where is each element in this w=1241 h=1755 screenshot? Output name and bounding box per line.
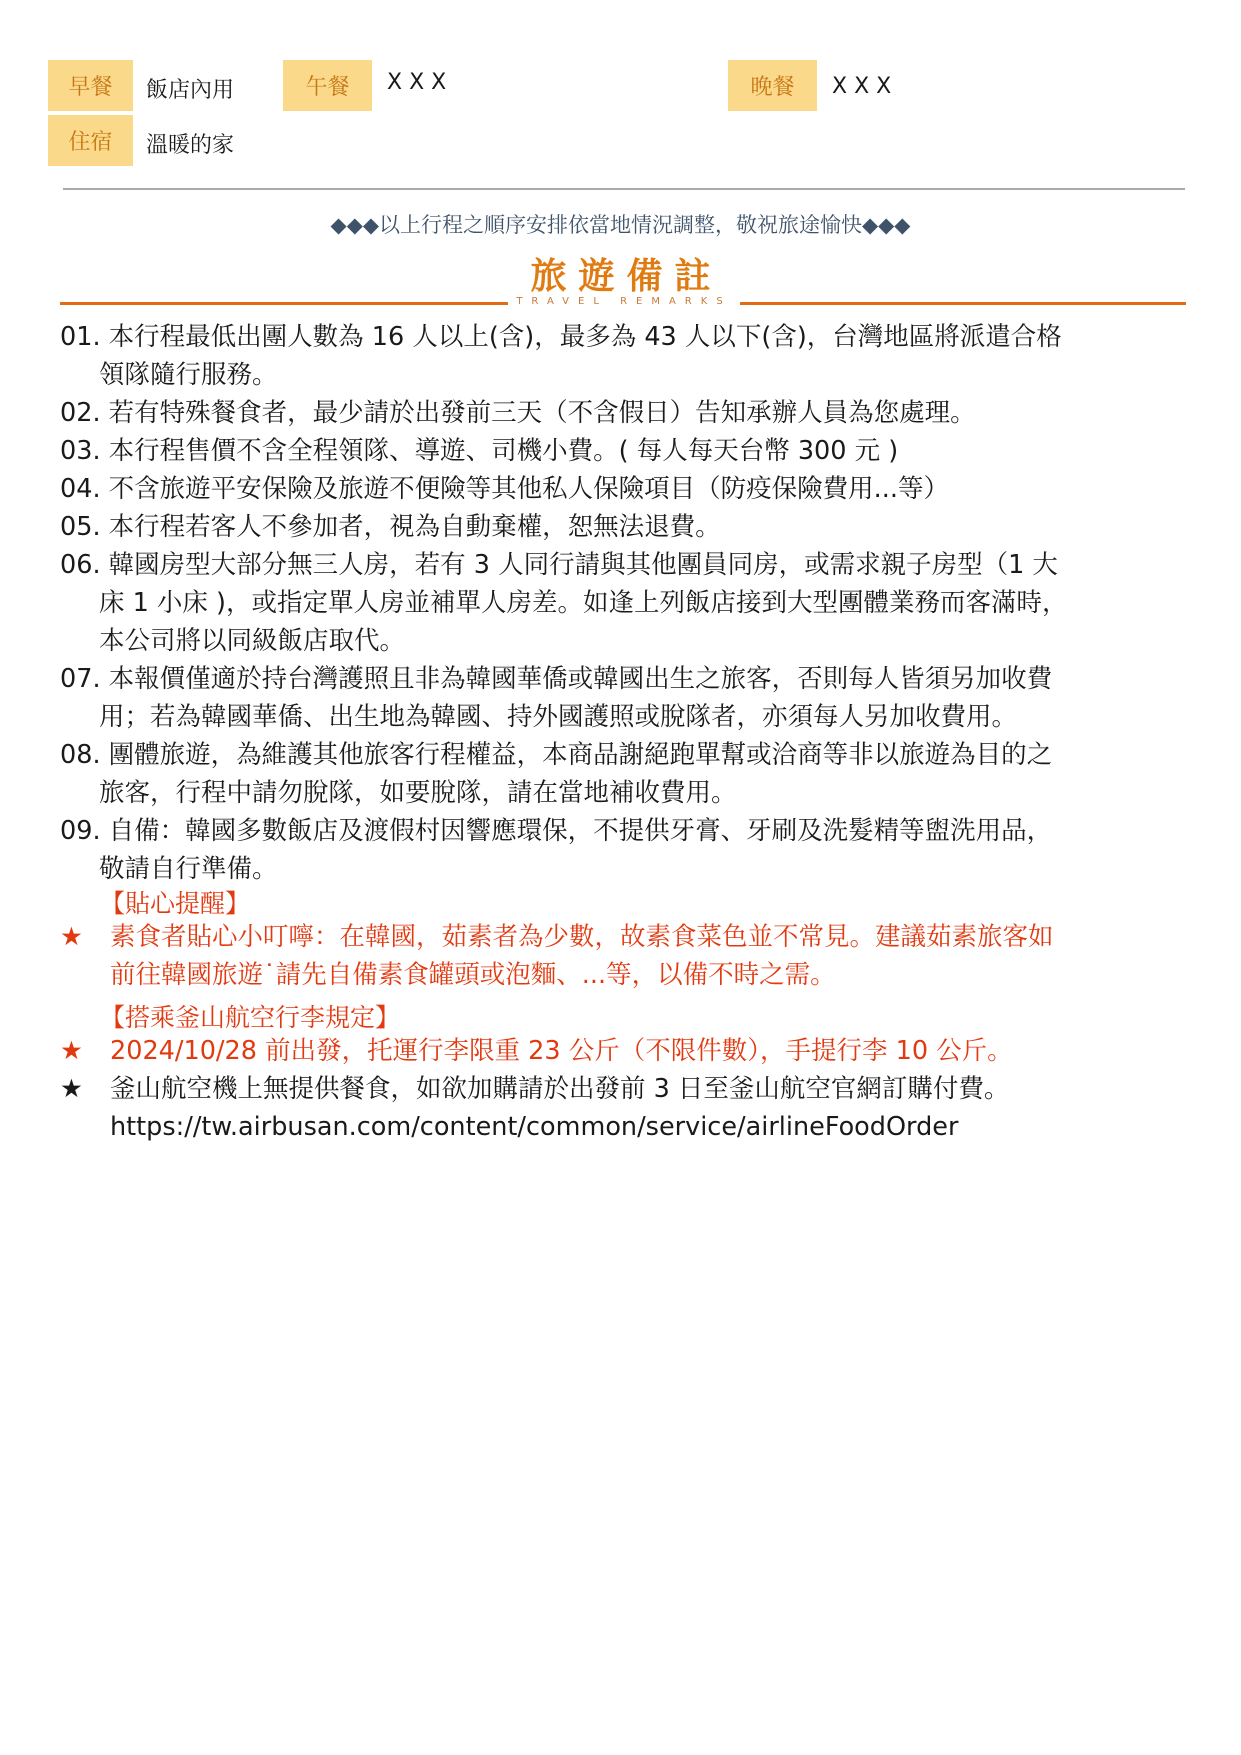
- inflight-food-line: 釜山航空機上無提供餐食，如欲加購請於出發前 3 日至釜山航空官網訂購付費。: [110, 1074, 1010, 1104]
- remark-item: [60, 812, 1190, 888]
- lunch-value: X X X: [387, 70, 447, 95]
- remark-number: 08.: [60, 740, 101, 770]
- remark-text-cont: 床 1 小床 )，或指定單人房並補單人房差。如逢上列飯店接到大型團體業務而客滿時，: [99, 588, 1068, 618]
- remark-text: 不含旅遊平安保險及旅遊不便險等其他私人保險項目（防疫保險費用...等）: [100, 474, 949, 504]
- remark-text-cont: 敬請自行準備。: [99, 854, 278, 884]
- star-icon: ★: [60, 1036, 83, 1066]
- baggage-rule: [60, 1032, 1190, 1070]
- breakfast-value: 飯店內用: [146, 78, 235, 103]
- vegetarian-tip-line: 素食者貼心小叮嚀：在韓國，茹素者為少數，故素食菜色並不常見。建議茹素旅客如: [110, 922, 1054, 952]
- remark-item: [60, 318, 1190, 394]
- remark-text-cont: 用；若為韓國華僑、出生地為韓國、持外國護照或脫隊者，亦須每人另加收費用。: [99, 702, 1018, 732]
- remark-item: [60, 546, 1190, 660]
- section-subtitle: TRAVEL REMARKS: [516, 296, 732, 307]
- remark-item: [60, 736, 1190, 812]
- remark-number: 06.: [60, 550, 101, 580]
- lodging-label: 住宿: [48, 115, 133, 166]
- remarks-list: [60, 318, 1190, 888]
- remark-text: 團體旅遊，為維護其他旅客行程權益，本商品謝絕跑單幫或洽商等非以旅遊為目的之: [100, 740, 1053, 770]
- vegetarian-tip: [60, 918, 1190, 994]
- breakfast-label: 早餐: [48, 60, 133, 111]
- inflight-food-note: [60, 1070, 1190, 1146]
- remark-text: 本行程若客人不參加者，視為自動棄權，恕無法退費。: [100, 512, 721, 542]
- section-rule-right: [740, 302, 1186, 305]
- remark-item: [60, 470, 1190, 508]
- remark-text: 本報價僅適於持台灣護照且非為韓國華僑或韓國出生之旅客，否則每人皆須另加收費: [100, 664, 1053, 694]
- dinner-value: X X X: [832, 74, 892, 99]
- lunch-label: 午餐: [283, 60, 372, 111]
- care-reminder-heading: 【貼心提醒】: [100, 889, 251, 918]
- lodging-value: 溫暖的家: [146, 133, 235, 158]
- remark-item: [60, 432, 1190, 470]
- remark-number: 01.: [60, 322, 101, 352]
- remark-text: 自備：韓國多數飯店及渡假村因響應環保，不提供牙膏、牙刷及洗髮精等盥洗用品，: [100, 816, 1053, 846]
- header-divider: [63, 188, 1185, 190]
- section-rule-left: [60, 302, 508, 305]
- remark-item: [60, 508, 1190, 546]
- remark-number: 04.: [60, 474, 101, 504]
- inflight-food-url[interactable]: https://tw.airbusan.com/content/common/service/airlineFoodOrder: [110, 1112, 959, 1142]
- baggage-rule-line: 2024/10/28 前出發，托運行李限重 23 公斤（不限件數），手提行李 10 公斤。: [110, 1036, 1013, 1066]
- remark-text: 韓國房型大部分無三人房，若有 3 人同行請與其他團員同房，或需求親子房型（1 大: [100, 550, 1058, 580]
- remark-text-cont: 領隊隨行服務。: [99, 360, 278, 390]
- baggage-rules-heading: 【搭乘釜山航空行李規定】: [100, 1003, 401, 1032]
- remark-number: 09.: [60, 816, 101, 846]
- remark-text: 本行程最低出團人數為 16 人以上(含)，最多為 43 人以下(含)，台灣地區將派遣合格: [100, 322, 1062, 352]
- remark-item: [60, 660, 1190, 736]
- star-icon: ★: [60, 1074, 83, 1104]
- star-icon: ★: [60, 922, 83, 952]
- remark-number: 02.: [60, 398, 101, 428]
- dinner-label: 晚餐: [728, 60, 817, 111]
- remark-number: 07.: [60, 664, 101, 694]
- remark-number: 03.: [60, 436, 101, 466]
- remark-item: [60, 394, 1190, 432]
- remark-text: 若有特殊餐食者，最少請於出發前三天（不含假日）告知承辦人員為您處理。: [100, 398, 976, 428]
- section-title: 旅遊備註: [530, 256, 723, 297]
- remark-number: 05.: [60, 512, 101, 542]
- remark-text: 本行程售價不含全程領隊、導遊、司機小費。( 每人每天台幣 300 元 ): [100, 436, 899, 466]
- vegetarian-tip-line: 前往韓國旅遊˙請先自備素食罐頭或泡麵、...等，以備不時之需。: [110, 960, 836, 990]
- itinerary-notice: ◆◆◆以上行程之順序安排依當地情況調整，敬祝旅途愉快◆◆◆: [330, 213, 911, 237]
- remark-text-cont: 本公司將以同級飯店取代。: [99, 626, 406, 656]
- remark-text-cont: 旅客，行程中請勿脫隊，如要脫隊，請在當地補收費用。: [99, 778, 737, 808]
